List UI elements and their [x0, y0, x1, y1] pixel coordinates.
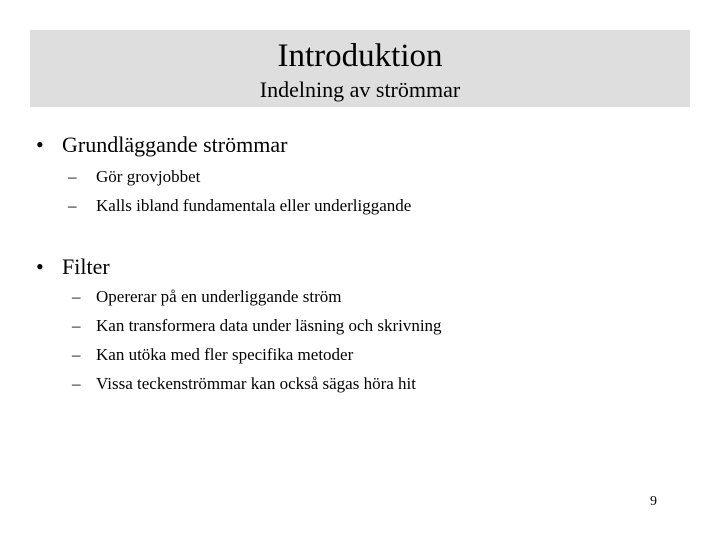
- dash-icon: –: [72, 345, 81, 364]
- bullet-icon: •: [36, 254, 44, 279]
- bullet-text: Filter: [62, 254, 110, 279]
- bullet-text: Grundläggande strömmar: [62, 132, 288, 157]
- page-number: 9: [650, 494, 657, 509]
- dash-icon: –: [72, 374, 81, 393]
- slide-subtitle: Indelning av strömmar: [259, 77, 461, 102]
- sub-item-text: Kan transformera data under läsning och skrivning: [96, 316, 442, 335]
- title-banner: [30, 30, 690, 107]
- sub-item-text: Opererar på en underliggande ström: [96, 287, 342, 306]
- dash-icon: –: [72, 316, 81, 335]
- sub-item-text: Kalls ibland fundamentala eller underliggande: [96, 196, 412, 215]
- sub-item-text: Kan utöka med fler specifika metoder: [96, 345, 354, 364]
- bullet-icon: •: [36, 132, 44, 157]
- sub-item-text: Gör grovjobbet: [96, 167, 201, 186]
- dash-icon: –: [72, 287, 81, 306]
- dash-icon: –: [68, 196, 77, 215]
- sub-item-text: Vissa teckenströmmar kan också sägas höra hit: [96, 374, 416, 393]
- dash-icon: –: [68, 167, 77, 186]
- slide-title: Introduktion: [277, 38, 443, 74]
